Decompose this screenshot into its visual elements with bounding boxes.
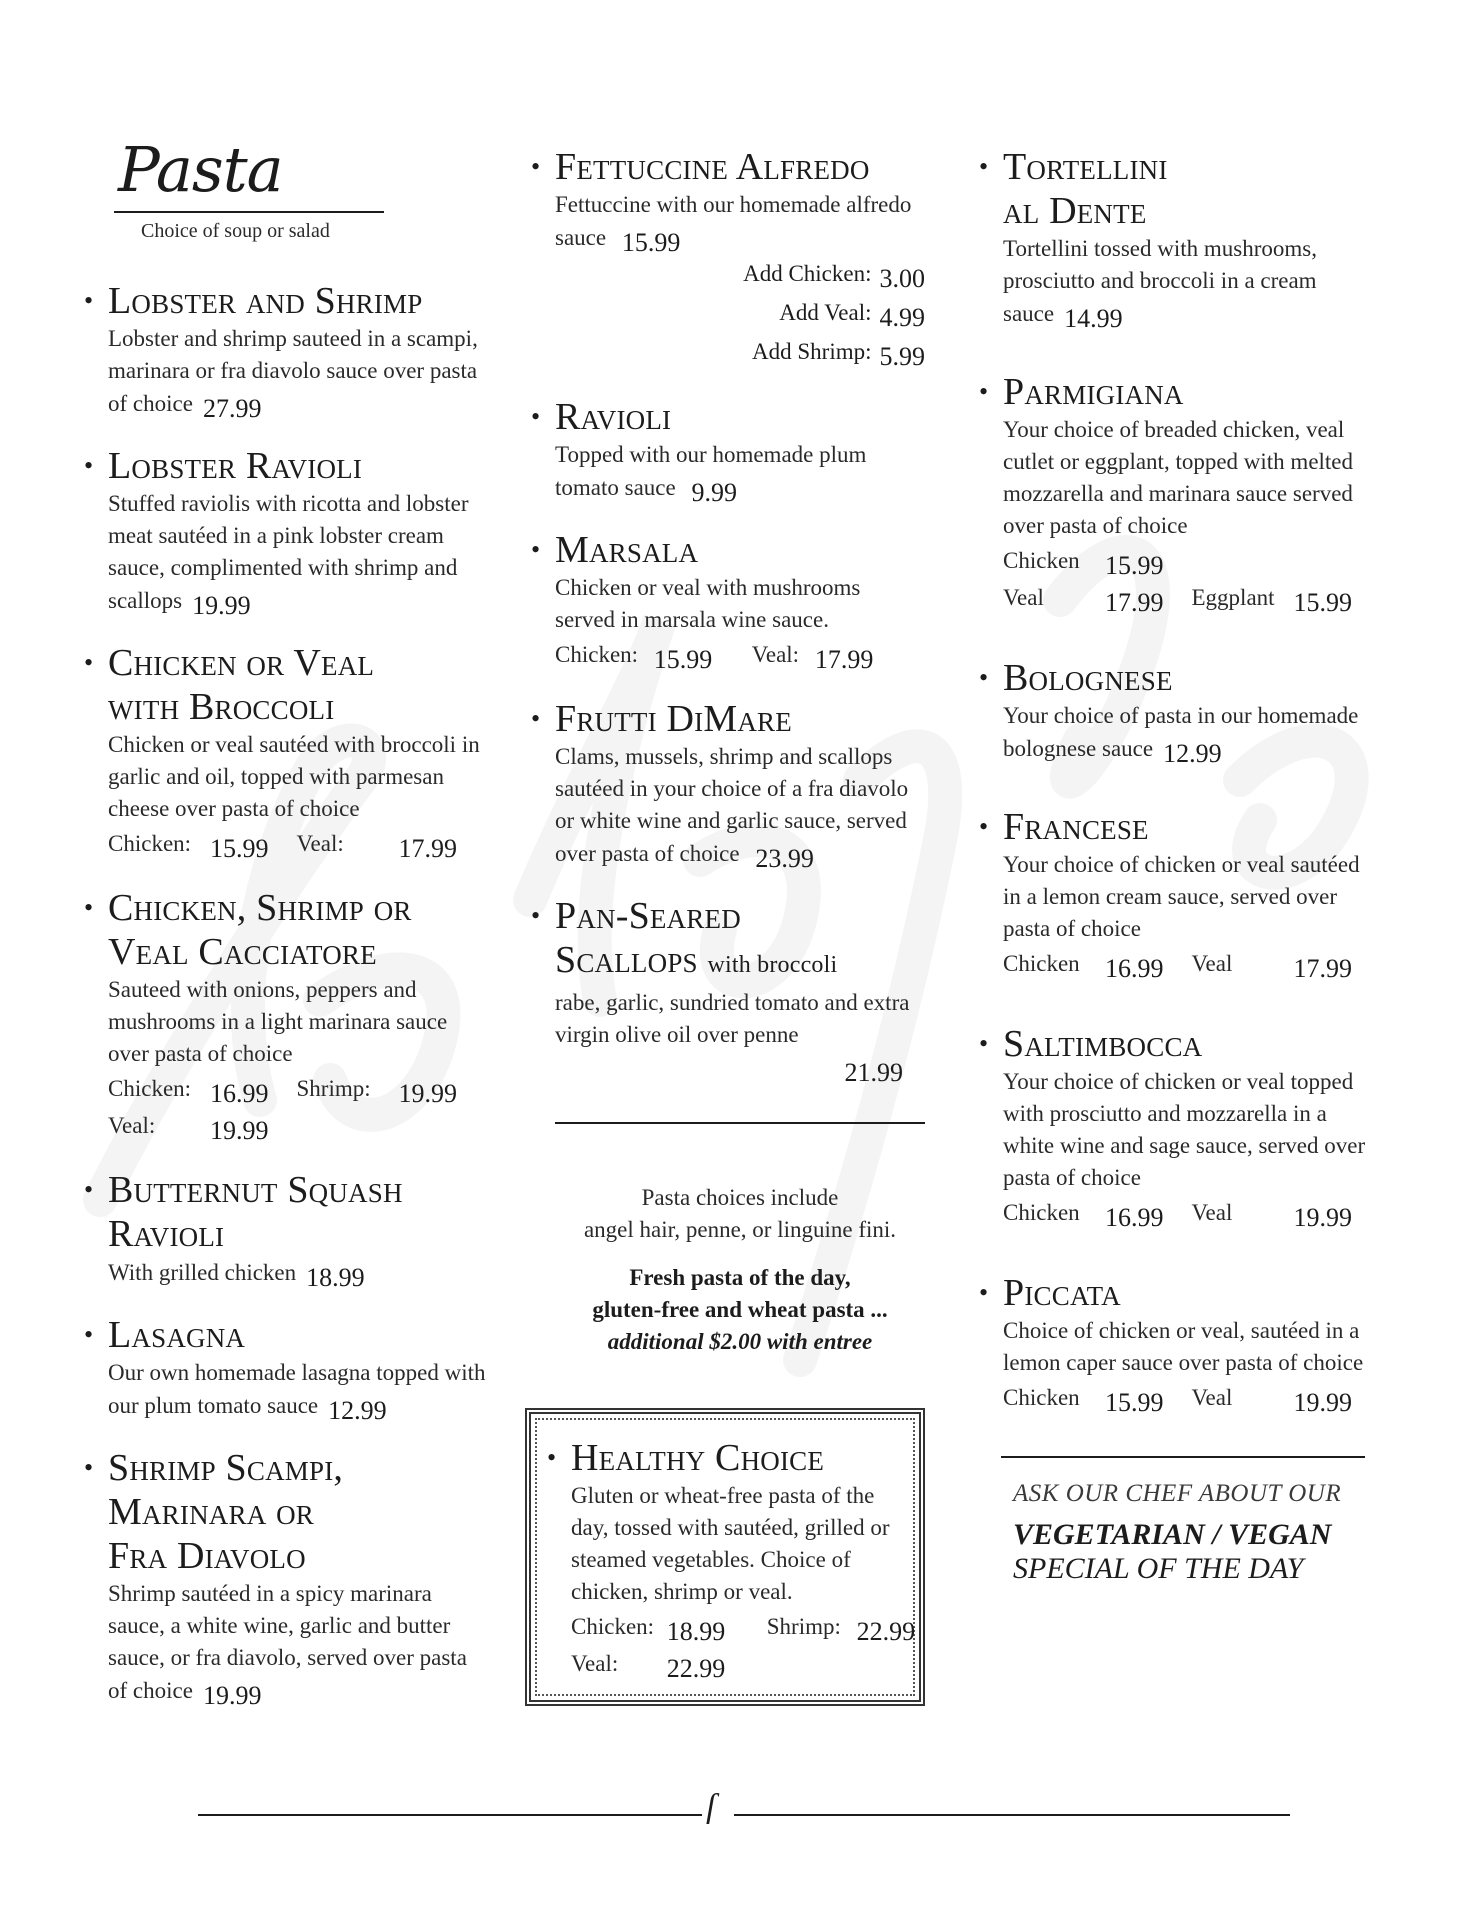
footer-rule-left [198,1814,702,1816]
divider [555,1122,925,1124]
price-label: Chicken: [555,642,639,667]
item-description-text: Our own homemade lasagna topped with our plum tomato sauce [108,1360,486,1418]
item-price: 18.99 [306,1263,365,1292]
chef-note: ASK OUR CHEF ABOUT OUR [1013,1480,1342,1507]
item-name: • Frutti DiMare [531,697,925,741]
menu-item [1003,805,1375,982]
price-row [108,825,488,862]
price-label: Veal [1191,951,1233,976]
item-price: 19.99 [202,1681,262,1710]
price-label: Veal: [108,1113,156,1138]
section-header [108,133,488,265]
note-line: Pasta choices include [641,1185,839,1210]
price-row [1003,579,1375,616]
menu-item [1003,1022,1375,1231]
item-name-text: Pan-Seared Scallops [555,895,741,981]
item-description-text: Shrimp sautéed in a spicy marinara sauce, a white wine, garlic and butter sauce, or fra diavolo, served over pasta of choice [108,1581,467,1703]
note-surcharge: additional $2.00 with entree [607,1329,873,1354]
addon-label: Add Veal: [779,300,872,325]
item-price: 16.99 [210,1079,269,1108]
addon-price: 4.99 [879,303,925,332]
addon-price: 5.99 [879,342,925,371]
item-price: 17.99 [814,645,874,674]
addon-label: Add Chicken: [743,261,872,286]
item-name: • Chicken or Veal with Broccoli [84,641,488,729]
item-description-text: With grilled chicken [108,1260,297,1285]
item-price: 18.99 [666,1617,726,1646]
item-price: 17.99 [398,834,457,863]
price-label: Shrimp: [766,1614,841,1639]
item-description [1003,849,1375,945]
chef-special: SPECIAL OF THE DAY [1013,1552,1304,1585]
item-price: 21.99 [844,1058,903,1087]
item-description: Chicken or veal with mushrooms served in marsala wine sauce. [555,575,861,632]
item-name: • Parmigiana [979,370,1375,414]
price-label: Veal: [751,642,800,667]
item-description: Gluten or wheat-free pasta of the day, tossed with sautéed, grilled or steamed vegetables. Choice of chicken, shrimp or veal. [571,1483,890,1604]
item-price: 17.99 [1293,954,1352,983]
menu-item [108,444,488,620]
price-label: Veal [1003,585,1044,610]
note-bold-line: gluten-free and wheat pasta ... [592,1297,888,1322]
item-description [108,1357,488,1425]
item-price: 16.99 [1105,1203,1164,1232]
price-row [1003,1379,1375,1416]
menu-item [108,1446,488,1710]
menu-item [555,395,925,507]
item-name: • Lasagna [84,1313,488,1357]
price-row [571,1608,916,1646]
item-name [531,894,925,987]
chef-vegetarian: VEGETARIAN / VEGAN [1013,1518,1332,1551]
item-description-text: Lobster and shrimp sauteed in a scampi, marinara or fra diavolo sauce over pasta of choice [108,326,478,416]
price-label: Chicken [1003,951,1080,976]
item-price: 19.99 [210,1116,269,1145]
item-description-text: Clams, mussels, shrimp and scallops sautéed in your choice of a fra diavolo or white wine and garlic sauce, served over pasta of choice [555,744,909,866]
item-name: • Lobster Ravioli [84,444,488,488]
menu-item [555,528,925,673]
item-name: • Fettuccine Alfredo [531,145,925,189]
title-underline [114,211,384,213]
price-label: Veal [1191,1200,1233,1225]
right-column [1003,145,1375,1586]
item-description-text: Tortellini tossed with mushrooms, prosciutto and broccoli in a cream sauce [1003,236,1317,326]
menu-item [108,886,488,1144]
footer-ornament-icon: ſ [706,1788,716,1825]
menu-item [1003,656,1375,768]
item-description [108,1578,488,1710]
menu-item [1003,370,1375,616]
addon-row [555,332,925,371]
section-subtitle: Choice of soup or salad [141,220,330,242]
item-description-text: Topped with our homemade plum tomato sauce [555,442,867,500]
item-description-text: Your choice of chicken or veal topped with prosciutto and mozzarella in a white wine and sage sauce, served over pasta of choice [1003,1069,1366,1190]
item-name: • Marsala [531,528,925,572]
item-name-suffix: with broccoli [707,952,838,978]
item-description [1003,233,1375,333]
addon-row [555,293,925,332]
price-label: Chicken [1003,1200,1080,1225]
item-price: 23.99 [755,844,814,873]
item-price: 19.99 [192,591,251,620]
healthy-choice-box [525,1408,925,1706]
item-price: 12.99 [328,1396,387,1425]
item-description [108,1256,488,1292]
menu-item [555,697,925,873]
menu-item [108,1168,488,1292]
price-label: Veal: [571,1651,619,1676]
item-price: 9.99 [691,478,737,507]
divider [1001,1456,1365,1458]
section-title: Pasta [118,133,283,206]
price-row [108,1107,488,1144]
item-price: 15.99 [1293,588,1352,617]
item-description [108,974,488,1070]
note-bold-line: Fresh pasta of the day, [629,1265,851,1290]
menu-item [1003,145,1375,333]
item-price: 19.99 [1293,1388,1352,1417]
item-name: • Bolognese [979,656,1375,700]
item-price: 15.99 [653,645,713,674]
menu-item [555,145,925,371]
item-name: • Saltimbocca [979,1022,1375,1066]
item-description-text: Choice of chicken or veal, sautéed in a lemon caper sauce over pasta of choice [1003,1318,1364,1375]
item-description-text: Sauteed with onions, peppers and mushrooms in a light marinara sauce over pasta of choice [108,977,448,1066]
price-row [108,1070,488,1107]
item-price: 22.99 [666,1654,726,1683]
item-name: • Francese [979,805,1375,849]
item-name: • Healthy Choice [547,1436,895,1480]
footer-rule-right [734,1814,1290,1816]
addon-row [555,254,925,293]
item-name: • Shrimp Scampi, Marinara or Fra Diavolo [84,1446,488,1578]
price-line [555,1051,925,1087]
item-name: • Butternut Squash Ravioli [84,1168,488,1256]
price-label: Veal: [296,831,344,856]
price-label: Shrimp: [296,1076,371,1101]
item-price: 12.99 [1163,739,1222,768]
menu-item [108,279,488,423]
item-description-text: Chicken or veal sautéed with broccoli in garlic and oil, topped with parmesan cheese over pasta of choice [108,732,480,821]
item-price: 14.99 [1064,304,1123,333]
menu-item [555,894,925,1087]
item-price: 22.99 [856,1617,916,1646]
menu-list [108,279,488,1710]
item-description-text: Your choice of chicken or veal sautéed in a lemon cream sauce, served over pasta of choice [1003,852,1360,941]
item-name: • Ravioli [531,395,925,439]
price-label: Chicken: [571,1614,655,1639]
menu-item [108,1313,488,1425]
menu-list [1003,145,1375,1416]
item-description [555,741,925,873]
item-description [1003,414,1375,542]
item-price: 17.99 [1105,588,1164,617]
item-description-text: Your choice of pasta in our homemade bolognese sauce [1003,703,1359,761]
item-description [1003,1315,1375,1379]
price-row [1003,542,1375,579]
item-name: • Lobster and Shrimp [84,279,488,323]
item-description [108,323,488,423]
note-line: angel hair, penne, or linguine fini. [583,1217,897,1242]
price-label: Chicken [1003,1385,1080,1410]
price-row [1003,1194,1375,1231]
item-price: 15.99 [210,834,269,863]
price-label: Veal [1191,1385,1233,1410]
middle-column [555,145,925,1706]
price-row [555,636,925,673]
item-price: 15.99 [621,228,681,257]
price-row [1003,945,1375,982]
item-price: 16.99 [1105,954,1164,983]
menu-item [1003,1271,1375,1416]
item-description [108,488,488,620]
pasta-note [555,1182,925,1358]
price-label: Eggplant [1191,585,1275,610]
item-description-text: Stuffed raviolis with ricotta and lobster meat sautéed in a pink lobster cream sauce, complimented with shrimp and scallops [108,491,469,613]
left-column [108,133,488,1731]
item-name: • Chicken, Shrimp or Veal Cacciatore [84,886,488,974]
item-description [555,189,925,257]
price-label: Chicken [1003,548,1080,573]
item-price: 19.99 [398,1079,457,1108]
item-price: 15.99 [1105,1388,1164,1417]
item-description [1003,700,1375,768]
menu-item [108,641,488,862]
addon-label: Add Shrimp: [752,339,872,364]
item-description [1003,1066,1375,1194]
item-price: 27.99 [202,394,262,423]
price-label: Chicken: [108,1076,192,1101]
item-description: rabe, garlic, sundried tomato and extra virgin olive oil over penne [555,990,910,1047]
item-price: 19.99 [1293,1203,1352,1232]
price-row [571,1645,895,1682]
addon-price: 3.00 [879,264,925,293]
item-description [108,729,488,825]
item-description-text: Your choice of breaded chicken, veal cutlet or eggplant, topped with melted mozzarella and marinara sauce served over pasta of choice [1003,417,1354,538]
item-description [555,439,925,507]
item-description-text: Fettuccine with our homemade alfredo sauce [555,192,912,250]
item-name: • Tortellini al Dente [979,145,1375,233]
addon-list [555,254,925,371]
price-label: Chicken: [108,831,192,856]
item-price: 15.99 [1105,551,1164,580]
item-name: • Piccata [979,1271,1375,1315]
